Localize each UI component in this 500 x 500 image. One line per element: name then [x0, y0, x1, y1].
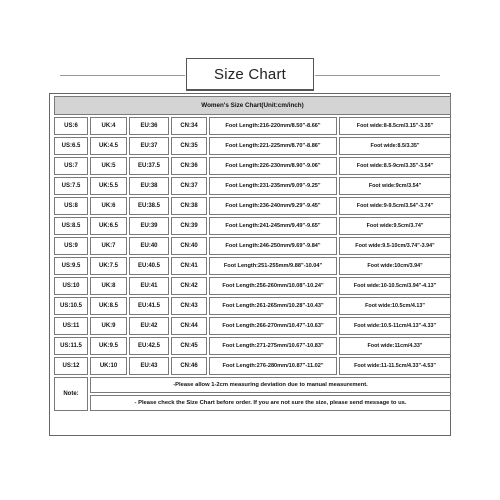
cn-size-cell: CN:38 [171, 197, 207, 215]
cn-size-cell: CN:44 [171, 317, 207, 335]
foot-wide-cell: Foot wide:10-10.5cm/3.94"-4.13" [339, 277, 451, 295]
foot-wide-cell: Foot wide:11-11.5cm/4.33"-4.53" [339, 357, 451, 375]
eu-size-cell: EU:38 [129, 177, 169, 195]
us-size-cell: US:9 [54, 237, 88, 255]
foot-length-cell: Foot Length:271-275mm/10.67"-10.83" [209, 337, 337, 355]
title-divider-left [60, 75, 185, 76]
cn-size-cell: CN:35 [171, 137, 207, 155]
table-title: Women's Size Chart(Unit:cm/inch) [54, 96, 451, 115]
foot-wide-cell: Foot wide:10.5-11cm/4.13"-4.33" [339, 317, 451, 335]
foot-length-cell: Foot Length:236-240mm/9.29"-9.45" [209, 197, 337, 215]
foot-wide-cell: Foot wide:8.5-9cm/3.35"-3.54" [339, 157, 451, 175]
foot-length-cell: Foot Length:256-260mm/10.08"-10.24" [209, 277, 337, 295]
foot-wide-cell: Foot wide:11cm/4.33" [339, 337, 451, 355]
foot-wide-cell: Foot wide:8.5/3.35" [339, 137, 451, 155]
cn-size-cell: CN:34 [171, 117, 207, 135]
foot-length-cell: Foot Length:251-255mm/9.88"-10.04" [209, 257, 337, 275]
uk-size-cell: UK:7 [90, 237, 127, 255]
uk-size-cell: UK:7.5 [90, 257, 127, 275]
table-row [54, 357, 451, 375]
cn-size-cell: CN:36 [171, 157, 207, 175]
foot-wide-cell: Foot wide:9cm/3.54" [339, 177, 451, 195]
title-divider-right [315, 75, 440, 76]
uk-size-cell: UK:5.5 [90, 177, 127, 195]
uk-size-cell: UK:6.5 [90, 217, 127, 235]
foot-wide-cell: Foot wide:10cm/3.94" [339, 257, 451, 275]
uk-size-cell: UK:4.5 [90, 137, 127, 155]
table-row [54, 197, 451, 215]
foot-wide-cell: Foot wide:9.5cm/3.74" [339, 217, 451, 235]
note-row [54, 395, 451, 411]
eu-size-cell: EU:37 [129, 137, 169, 155]
foot-length-cell: Foot Length:276-280mm/10.87"-11.02" [209, 357, 337, 375]
us-size-cell: US:11.5 [54, 337, 88, 355]
table-row [54, 317, 451, 335]
cn-size-cell: CN:40 [171, 237, 207, 255]
table-row [54, 237, 451, 255]
foot-length-cell: Foot Length:231-235mm/9.09"-9.25" [209, 177, 337, 195]
uk-size-cell: UK:9 [90, 317, 127, 335]
us-size-cell: US:9.5 [54, 257, 88, 275]
note-text: - Please check the Size Chart before order. If you are not sure the size, please send message to us. [90, 395, 451, 411]
foot-length-cell: Foot Length:221-225mm/8.70"-8.86" [209, 137, 337, 155]
eu-size-cell: EU:41.5 [129, 297, 169, 315]
table-row [54, 137, 451, 155]
cn-size-cell: CN:41 [171, 257, 207, 275]
foot-length-cell: Foot Length:216-220mm/8.50"-8.66" [209, 117, 337, 135]
foot-wide-cell: Foot wide:8-8.5cm/3.15"-3.35" [339, 117, 451, 135]
table-row [54, 157, 451, 175]
us-size-cell: US:11 [54, 317, 88, 335]
eu-size-cell: EU:42 [129, 317, 169, 335]
eu-size-cell: EU:40.5 [129, 257, 169, 275]
us-size-cell: US:6.5 [54, 137, 88, 155]
us-size-cell: US:7 [54, 157, 88, 175]
table-row [54, 217, 451, 235]
eu-size-cell: EU:37.5 [129, 157, 169, 175]
us-size-cell: US:12 [54, 357, 88, 375]
foot-length-cell: Foot Length:261-265mm/10.28"-10.43" [209, 297, 337, 315]
uk-size-cell: UK:5 [90, 157, 127, 175]
foot-wide-cell: Foot wide:10.5cm/4.13" [339, 297, 451, 315]
page-title: Size Chart [186, 58, 314, 91]
eu-size-cell: EU:40 [129, 237, 169, 255]
size-table [52, 94, 453, 413]
us-size-cell: US:10.5 [54, 297, 88, 315]
size-chart-title-area [0, 58, 500, 94]
uk-size-cell: UK:8.5 [90, 297, 127, 315]
foot-length-cell: Foot Length:266-270mm/10.47"-10.63" [209, 317, 337, 335]
table-row [54, 297, 451, 315]
foot-wide-cell: Foot wide:9-9.5cm/3.54"-3.74" [339, 197, 451, 215]
eu-size-cell: EU:42.5 [129, 337, 169, 355]
foot-wide-cell: Foot wide:9.5-10cm/3.74"-3.94" [339, 237, 451, 255]
cn-size-cell: CN:39 [171, 217, 207, 235]
eu-size-cell: EU:39 [129, 217, 169, 235]
uk-size-cell: UK:8 [90, 277, 127, 295]
eu-size-cell: EU:36 [129, 117, 169, 135]
cn-size-cell: CN:45 [171, 337, 207, 355]
table-row [54, 117, 451, 135]
table-row [54, 177, 451, 195]
us-size-cell: US:8 [54, 197, 88, 215]
us-size-cell: US:6 [54, 117, 88, 135]
foot-length-cell: Foot Length:241-245mm/9.49"-9.65" [209, 217, 337, 235]
table-row [54, 277, 451, 295]
us-size-cell: US:8.5 [54, 217, 88, 235]
cn-size-cell: CN:46 [171, 357, 207, 375]
uk-size-cell: UK:6 [90, 197, 127, 215]
foot-length-cell: Foot Length:226-230mm/8.90"-9.06" [209, 157, 337, 175]
eu-size-cell: EU:43 [129, 357, 169, 375]
eu-size-cell: EU:41 [129, 277, 169, 295]
note-label: Note: [54, 377, 88, 411]
cn-size-cell: CN:37 [171, 177, 207, 195]
eu-size-cell: EU:38.5 [129, 197, 169, 215]
table-header-row [54, 96, 451, 115]
note-text: -Please allow 1-2cm measuring deviation due to manual measurement. [90, 377, 451, 393]
uk-size-cell: UK:10 [90, 357, 127, 375]
foot-length-cell: Foot Length:246-250mm/9.69"-9.84" [209, 237, 337, 255]
us-size-cell: US:7.5 [54, 177, 88, 195]
cn-size-cell: CN:43 [171, 297, 207, 315]
table-row [54, 257, 451, 275]
us-size-cell: US:10 [54, 277, 88, 295]
uk-size-cell: UK:4 [90, 117, 127, 135]
cn-size-cell: CN:42 [171, 277, 207, 295]
note-row [54, 377, 451, 393]
uk-size-cell: UK:9.5 [90, 337, 127, 355]
table-row [54, 337, 451, 355]
